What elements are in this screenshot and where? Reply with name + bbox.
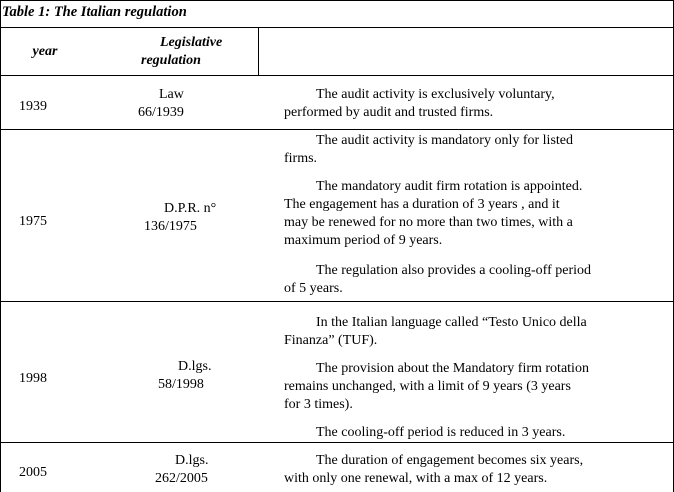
table-divider	[0, 129, 673, 130]
row-description: Finanza” (TUF).	[284, 333, 378, 348]
row-description: may be renewed for no more than two times, with a	[284, 215, 573, 230]
row-description: The cooling-off period is reduced in 3 years.	[316, 425, 566, 440]
header-regulation-line2: regulation	[141, 53, 201, 68]
row-description: remains unchanged, with a limit of 9 years (3 years	[284, 379, 571, 394]
header-year: year	[32, 44, 58, 59]
row-regulation: D.lgs.	[178, 359, 212, 374]
row-description: The audit activity is mandatory only for listed	[316, 133, 573, 148]
row-description: performed by audit and trusted firms.	[284, 105, 494, 120]
row-regulation: D.P.R. n°	[164, 201, 217, 216]
row-regulation: 136/1975	[144, 219, 197, 234]
table-border-top	[0, 0, 673, 1]
row-regulation: Law	[159, 87, 184, 102]
table-divider	[258, 27, 259, 75]
row-description: The duration of engagement becomes six years,	[316, 453, 584, 468]
row-description: The provision about the Mandatory firm rotation	[316, 361, 589, 376]
table-border-left	[0, 0, 1, 492]
row-regulation: 58/1998	[158, 377, 204, 392]
row-year: 2005	[19, 465, 47, 480]
row-year: 1975	[19, 214, 47, 229]
row-year: 1998	[19, 371, 47, 386]
row-description: firms.	[284, 151, 318, 166]
row-description: The engagement has a duration of 3 years , and it	[284, 197, 560, 212]
table-divider	[0, 75, 673, 76]
row-regulation: 66/1939	[138, 105, 184, 120]
row-regulation: 262/2005	[155, 471, 208, 486]
table-divider	[0, 442, 673, 443]
row-year: 1939	[19, 99, 47, 114]
row-description: In the Italian language called “Testo Unico della	[316, 315, 587, 330]
row-description: of 5 years.	[284, 281, 343, 296]
row-description: maximum period of 9 years.	[284, 233, 443, 248]
row-regulation: D.lgs.	[175, 453, 209, 468]
table-divider	[0, 301, 673, 302]
row-description: The audit activity is exclusively voluntary,	[316, 87, 555, 102]
row-description: The mandatory audit firm rotation is appointed.	[316, 179, 583, 194]
row-description: for 3 times).	[284, 397, 353, 412]
table-title: Table 1: The Italian regulation	[2, 4, 187, 20]
table-divider	[0, 27, 673, 28]
header-regulation-line1: Legislative	[160, 35, 223, 50]
row-description: The regulation also provides a cooling-off period	[316, 263, 591, 278]
row-description: with only one renewal, with a max of 12 years.	[284, 471, 548, 486]
